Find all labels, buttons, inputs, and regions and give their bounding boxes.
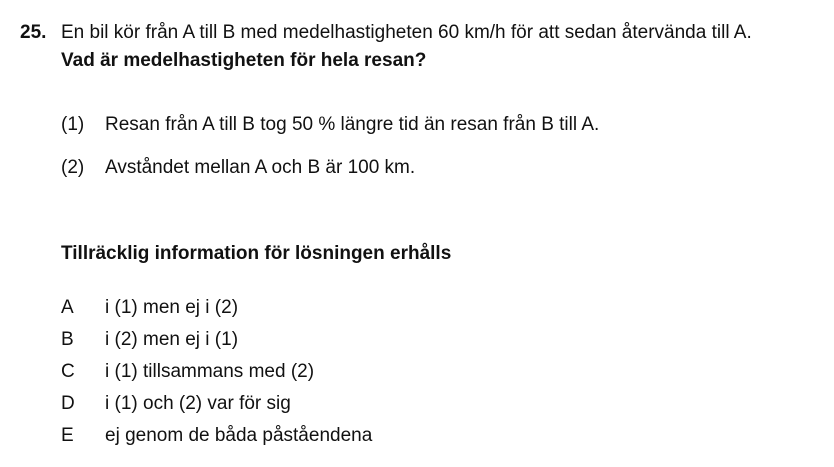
question-text: En bil kör från A till B med medelhastigheten 60 km/h för att sedan återvända till A. xyxy=(61,22,752,43)
statement-2-text: Avståndet mellan A och B är 100 km. xyxy=(105,157,416,178)
option-b-letter: B xyxy=(61,329,74,350)
question-prompt: Vad är medelhastigheten för hela resan? xyxy=(61,50,427,71)
option-d-letter: D xyxy=(61,393,75,414)
option-d-text: i (1) och (2) var för sig xyxy=(105,393,291,414)
statement-2-label: (2) xyxy=(61,157,85,178)
option-e-text: ej genom de båda påståendena xyxy=(105,425,373,446)
answer-subheading: Tillräcklig information för lösningen erhålls xyxy=(61,243,452,264)
question-number: 25. xyxy=(20,22,47,43)
option-c-text: i (1) tillsammans med (2) xyxy=(105,361,315,382)
option-b-text: i (2) men ej i (1) xyxy=(105,329,239,350)
option-a-letter: A xyxy=(61,297,74,318)
statement-1-label: (1) xyxy=(61,114,85,135)
statement-1-text: Resan från A till B tog 50 % längre tid än resan från B till A. xyxy=(105,114,600,135)
option-c-letter: C xyxy=(61,361,75,382)
option-a-text: i (1) men ej i (2) xyxy=(105,297,239,318)
option-e-letter: E xyxy=(61,425,74,446)
